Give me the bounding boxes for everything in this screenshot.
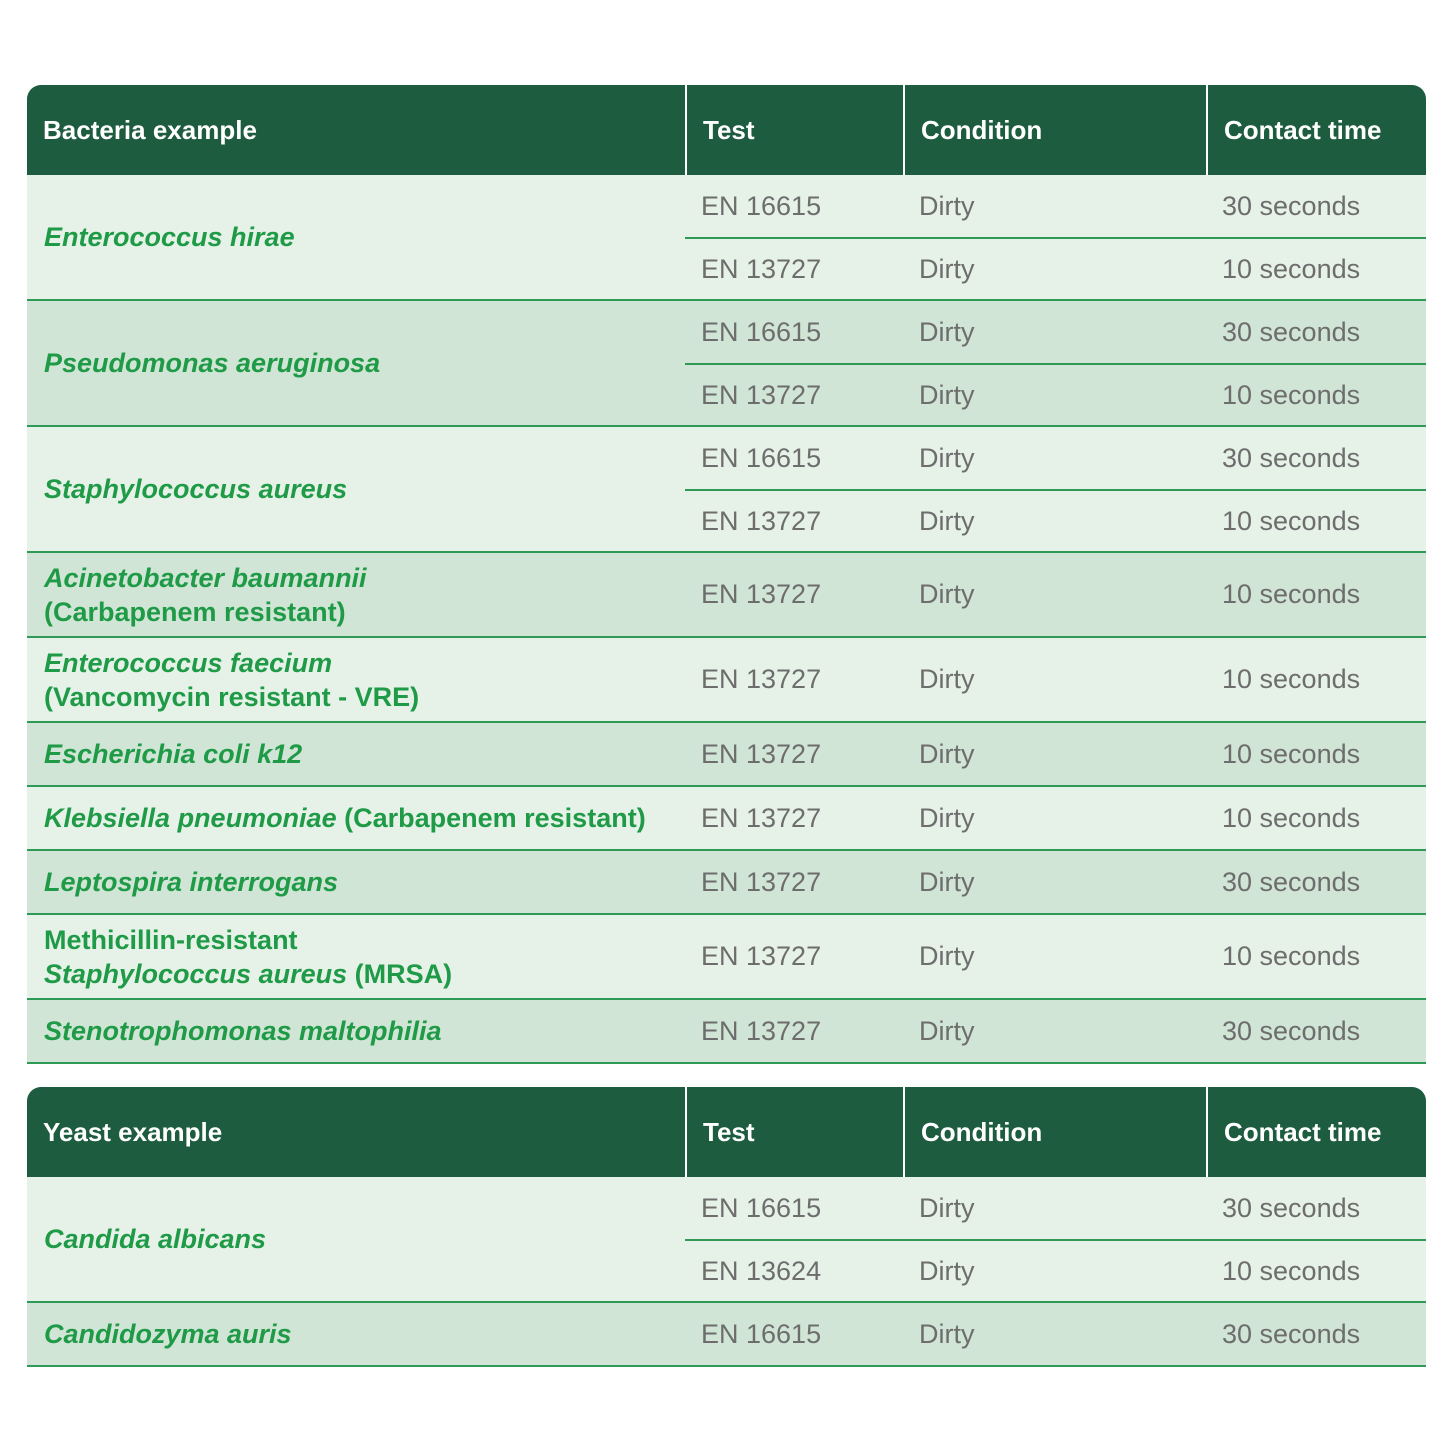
organism-name-part: (Vancomycin resistant - VRE): [44, 681, 420, 712]
organism-name-part: Staphylococcus aureus: [44, 474, 348, 504]
organism-name-line: [44, 1317, 685, 1351]
table-row: [27, 638, 1426, 723]
test-cell: EN 13727: [701, 505, 822, 536]
test-entries: [685, 301, 1426, 425]
test-entry: [685, 851, 1426, 913]
organism-name: [27, 175, 685, 299]
organism-name-part: Acinetobacter baumannii: [44, 562, 367, 593]
organism-name-line: [44, 220, 685, 254]
table-row: [27, 915, 1426, 1000]
organism-name-part: (Carbapenem resistant): [44, 596, 346, 627]
contact-time-cell: 30 seconds: [1222, 866, 1361, 897]
table-row: [27, 1303, 1426, 1367]
organism-name: [27, 915, 685, 998]
test-entries: [685, 1303, 1426, 1365]
organism-name: [27, 787, 685, 849]
condition-cell: Dirty: [919, 1015, 975, 1046]
condition-cell: Dirty: [919, 664, 975, 694]
test-entry: [685, 723, 1426, 785]
header-condition: Condition: [903, 1087, 1206, 1177]
organism-name: [27, 638, 685, 721]
header-test: Test: [685, 1087, 903, 1177]
contact-time-cell: 10 seconds: [1222, 738, 1361, 769]
test-cell: EN 13727: [701, 253, 822, 284]
table-row: [27, 175, 1426, 301]
test-entry: [685, 787, 1426, 849]
organism-name: [27, 1303, 685, 1365]
table-row: [27, 301, 1426, 427]
test-cell: EN 13727: [701, 579, 822, 609]
organism-name: [27, 1000, 685, 1062]
organism-name-part: Staphylococcus aureus: [44, 958, 348, 989]
condition-cell: Dirty: [919, 866, 975, 897]
organism-name-line: [44, 957, 685, 991]
table-row: [27, 427, 1426, 553]
test-entries: [685, 787, 1426, 849]
header-contact-time: Contact time: [1206, 85, 1426, 175]
contact-time-cell: 30 seconds: [1222, 1318, 1361, 1349]
test-entry: [685, 553, 1426, 636]
table-row: [27, 723, 1426, 787]
test-cell: EN 13727: [701, 379, 822, 410]
condition-cell: Dirty: [919, 316, 975, 347]
test-entry: [685, 427, 1426, 489]
test-entry: [685, 638, 1426, 721]
test-cell: EN 13727: [701, 866, 822, 897]
condition-cell: Dirty: [919, 738, 975, 769]
test-entry: [685, 1239, 1426, 1301]
contact-time-cell: 30 seconds: [1222, 316, 1361, 347]
organism-name: [27, 427, 685, 551]
table-row: [27, 1177, 1426, 1303]
test-entry: [685, 1177, 1426, 1239]
test-entries: [685, 638, 1426, 721]
contact-time-cell: 30 seconds: [1222, 190, 1361, 221]
contact-time-cell: 10 seconds: [1222, 802, 1361, 833]
table-header: [27, 1087, 1426, 1177]
header-organism: Yeast example: [43, 1116, 223, 1147]
condition-cell: Dirty: [919, 442, 975, 473]
test-entries: [685, 427, 1426, 551]
table-row: [27, 787, 1426, 851]
organism-name-part: Escherichia coli k12: [44, 739, 303, 769]
organism-name-part: (Carbapenem resistant): [336, 803, 646, 833]
contact-time-cell: 10 seconds: [1222, 505, 1361, 536]
test-entry: [685, 915, 1426, 998]
test-entry: [685, 1000, 1426, 1062]
organism-name-part: Pseudomonas aeruginosa: [44, 348, 381, 378]
test-cell: EN 13624: [701, 1255, 822, 1286]
test-cell: EN 13727: [701, 664, 822, 694]
table-row: [27, 1000, 1426, 1064]
test-cell: EN 13727: [701, 802, 822, 833]
test-entries: [685, 723, 1426, 785]
organism-name-part: Stenotrophomonas maltophilia: [44, 1016, 442, 1046]
bacteria-table: [27, 85, 1426, 1064]
test-cell: EN 13727: [701, 1015, 822, 1046]
condition-cell: Dirty: [919, 579, 975, 609]
test-cell: EN 16615: [701, 1318, 822, 1349]
contact-time-cell: 10 seconds: [1222, 941, 1361, 971]
organism-name: [27, 553, 685, 636]
organism-name: [27, 301, 685, 425]
condition-cell: Dirty: [919, 1318, 975, 1349]
contact-time-cell: 30 seconds: [1222, 1192, 1361, 1223]
test-entry: [685, 301, 1426, 363]
organism-name-line: [44, 865, 685, 899]
organism-name-line: [44, 801, 685, 835]
organism-name-part: (MRSA): [347, 958, 453, 989]
contact-time-cell: 10 seconds: [1222, 379, 1361, 410]
organism-name-line: [44, 680, 685, 714]
yeast-table: [27, 1087, 1426, 1367]
organism-name-line: [44, 1014, 685, 1048]
test-cell: EN 16615: [701, 1192, 822, 1223]
header-contact-time: Contact time: [1206, 1087, 1426, 1177]
test-entries: [685, 175, 1426, 299]
organism-name-part: Candida albicans: [44, 1224, 267, 1254]
organism-name-line: [44, 472, 685, 506]
header-organism: Bacteria example: [43, 114, 257, 145]
test-entry: [685, 1303, 1426, 1365]
contact-time-cell: 10 seconds: [1222, 664, 1361, 694]
table-row: [27, 553, 1426, 638]
contact-time-cell: 10 seconds: [1222, 1255, 1361, 1286]
condition-cell: Dirty: [919, 253, 975, 284]
test-entry: [685, 237, 1426, 299]
test-entries: [685, 553, 1426, 636]
organism-name-part: Enterococcus faecium: [44, 647, 333, 678]
test-cell: EN 13727: [701, 941, 822, 971]
table-header: [27, 85, 1426, 175]
table-body: [27, 175, 1426, 1064]
condition-cell: Dirty: [919, 505, 975, 536]
header-condition: Condition: [903, 85, 1206, 175]
test-entries: [685, 915, 1426, 998]
test-cell: EN 16615: [701, 316, 822, 347]
header-test: Test: [685, 85, 903, 175]
organism-name-line: [44, 346, 685, 380]
organism-name-part: Candidozyma auris: [44, 1319, 292, 1349]
contact-time-cell: 30 seconds: [1222, 442, 1361, 473]
contact-time-cell: 10 seconds: [1222, 579, 1361, 609]
condition-cell: Dirty: [919, 1255, 975, 1286]
table-body: [27, 1177, 1426, 1367]
test-entry: [685, 175, 1426, 237]
organism-name-line: [44, 737, 685, 771]
test-entry: [685, 363, 1426, 425]
organism-name-part: Methicillin-resistant: [44, 924, 298, 955]
condition-cell: Dirty: [919, 379, 975, 410]
organism-name-line: [44, 1222, 685, 1256]
organism-name-line: [44, 595, 685, 629]
organism-name-line: [44, 923, 685, 957]
test-entries: [685, 1000, 1426, 1062]
condition-cell: Dirty: [919, 941, 975, 971]
organism-name: [27, 851, 685, 913]
organism-name-part: Klebsiella pneumoniae: [44, 803, 337, 833]
contact-time-cell: 30 seconds: [1222, 1015, 1361, 1046]
condition-cell: Dirty: [919, 802, 975, 833]
organism-name-line: [44, 561, 685, 595]
test-entries: [685, 851, 1426, 913]
condition-cell: Dirty: [919, 1192, 975, 1223]
organism-name-part: Enterococcus hirae: [44, 222, 295, 252]
table-row: [27, 851, 1426, 915]
organism-name-line: [44, 646, 685, 680]
organism-name: [27, 723, 685, 785]
condition-cell: Dirty: [919, 190, 975, 221]
test-entry: [685, 489, 1426, 551]
test-cell: EN 16615: [701, 442, 822, 473]
contact-time-cell: 10 seconds: [1222, 253, 1361, 284]
test-cell: EN 16615: [701, 190, 822, 221]
test-cell: EN 13727: [701, 738, 822, 769]
test-entries: [685, 1177, 1426, 1301]
organism-name: [27, 1177, 685, 1301]
organism-name-part: Leptospira interrogans: [44, 867, 339, 897]
